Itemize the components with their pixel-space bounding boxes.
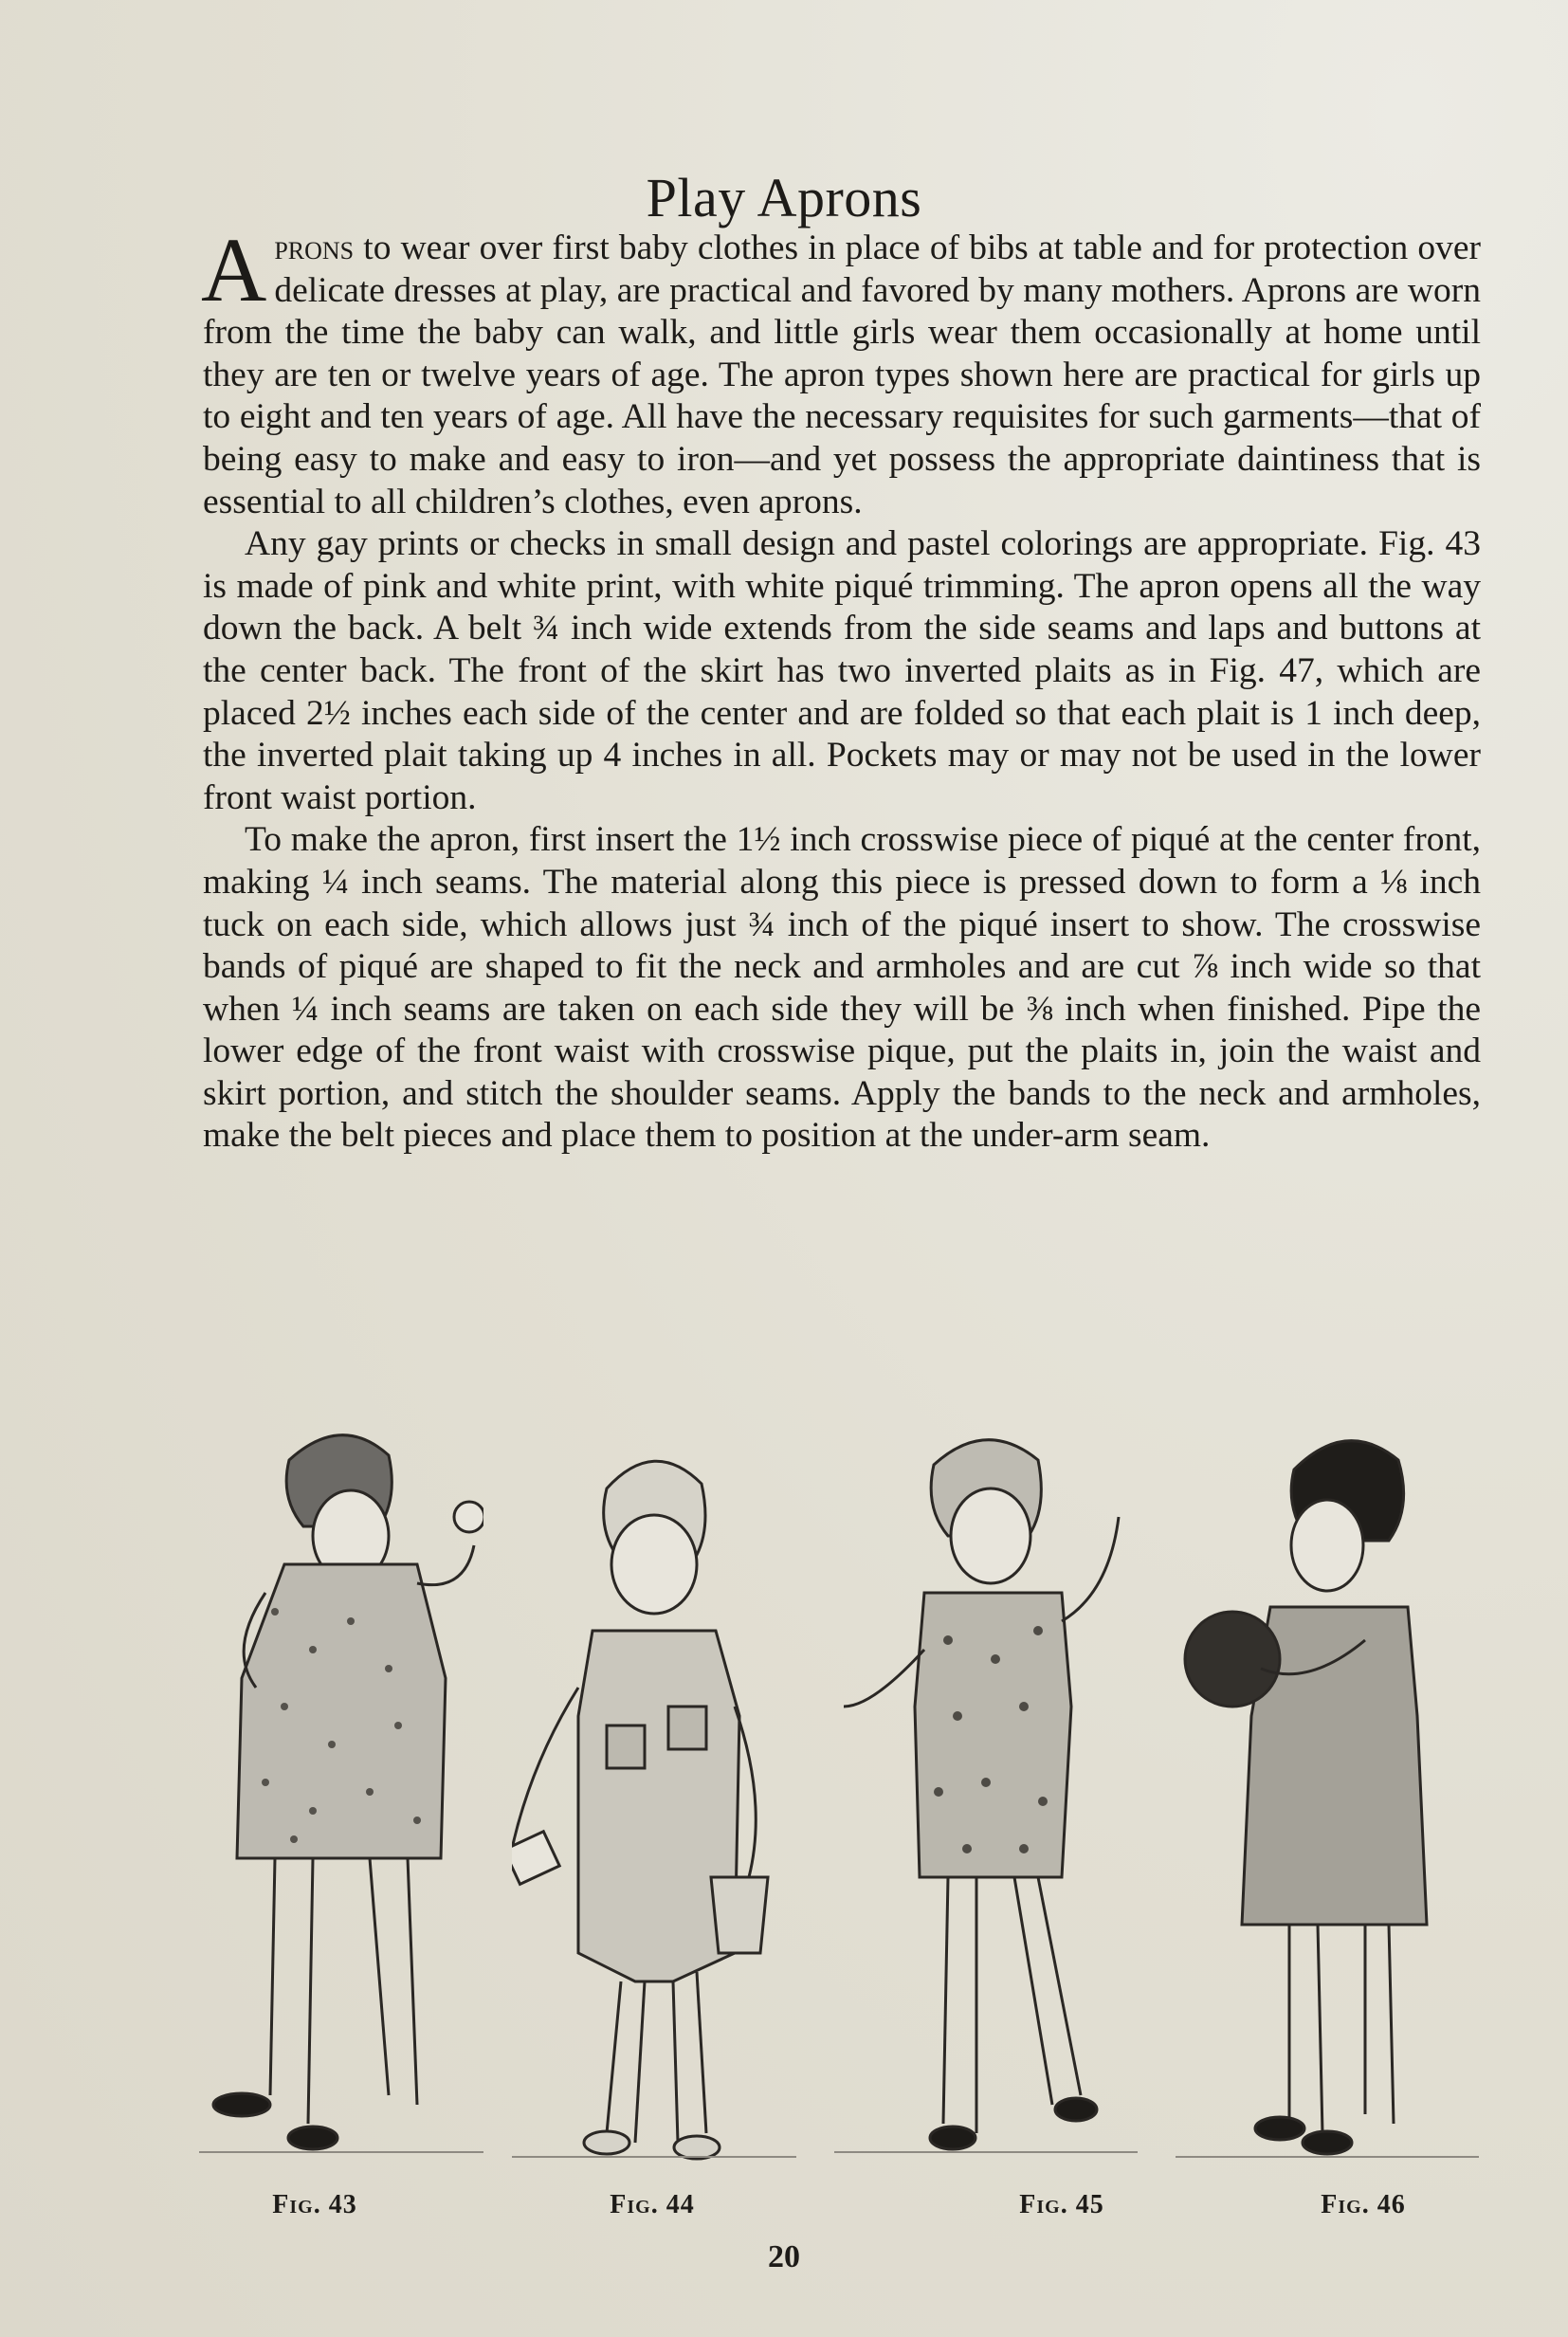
figure-43-illustration: [199, 1403, 483, 2190]
paragraph-3: To make the apron, first insert the 1½ inch crosswise piece of piqué at the center front, making ¼ inch seams. The material along this piece is pressed down to form a ⅛ inch tuck on each side, which allows just ¾ inch of the piqué insert to show. The crosswise bands of piqué are shaped to fit the neck and armholes and are cut ⅞ inch wide so that when ¼ inch seams are taken on each side they will be ⅜ inch when finished. Pipe the lower edge of the front waist with crosswise pique, put the plaits in, join the waist and skirt portion, and stitch the shoulder seams. Apply the bands to the neck and armholes, make the belt pieces and place them to position at the under-arm seam.: [203, 820, 1481, 1156]
figure-44-caption: Fig. 44: [610, 2190, 695, 2219]
paragraph-1: [201, 219, 1481, 523]
figure-44-illustration: [512, 1403, 796, 2190]
figure-row: [190, 1403, 1479, 2190]
figure-43-caption: Fig. 43: [272, 2190, 357, 2219]
page-number: 20: [768, 2239, 800, 2274]
paragraph-2: Any gay prints or checks in small design and pastel colorings are appropriate. Fig. 43 is made of pink and white print, with white piqué trimming. The apron opens all the way down the back. A belt ¾ inch wide extends from the side seams and laps and buttons at the center back. The front of the skirt has two inverted plaits as in Fig. 47, which are placed 2½ inches each side of the center and are folded so that each plait is 1 inch deep, the inverted plait taking up 4 inches in all. Pockets may or may not be used in the lower front waist portion.: [203, 524, 1481, 817]
article-body: [201, 219, 1481, 1158]
lead-word-rest: prons: [274, 228, 355, 267]
page-title: Play Aprons: [646, 166, 922, 228]
figure-45-caption: Fig. 45: [1019, 2190, 1104, 2219]
figure-46-illustration: [1176, 1403, 1479, 2190]
figure-46-caption: Fig. 46: [1321, 2190, 1406, 2219]
paragraph-1-text: to wear over first baby clothes in place of bibs at table and for protection over delicate dresses at play, are practical and favored by many mothers. Aprons are worn from the time the baby can walk, and little girls wear them occasionally at home until they are ten or twelve years of age. The apron types shown here are practical for girls up to eight and ten years of age. All have the necessary requisites for such garments—that of being easy to make and easy to iron—and yet possess the appropriate daintiness that is essential to all children’s clothes, even aprons.: [203, 228, 1481, 521]
drop-cap: A: [201, 219, 267, 320]
figure-45-illustration: [834, 1403, 1138, 2190]
